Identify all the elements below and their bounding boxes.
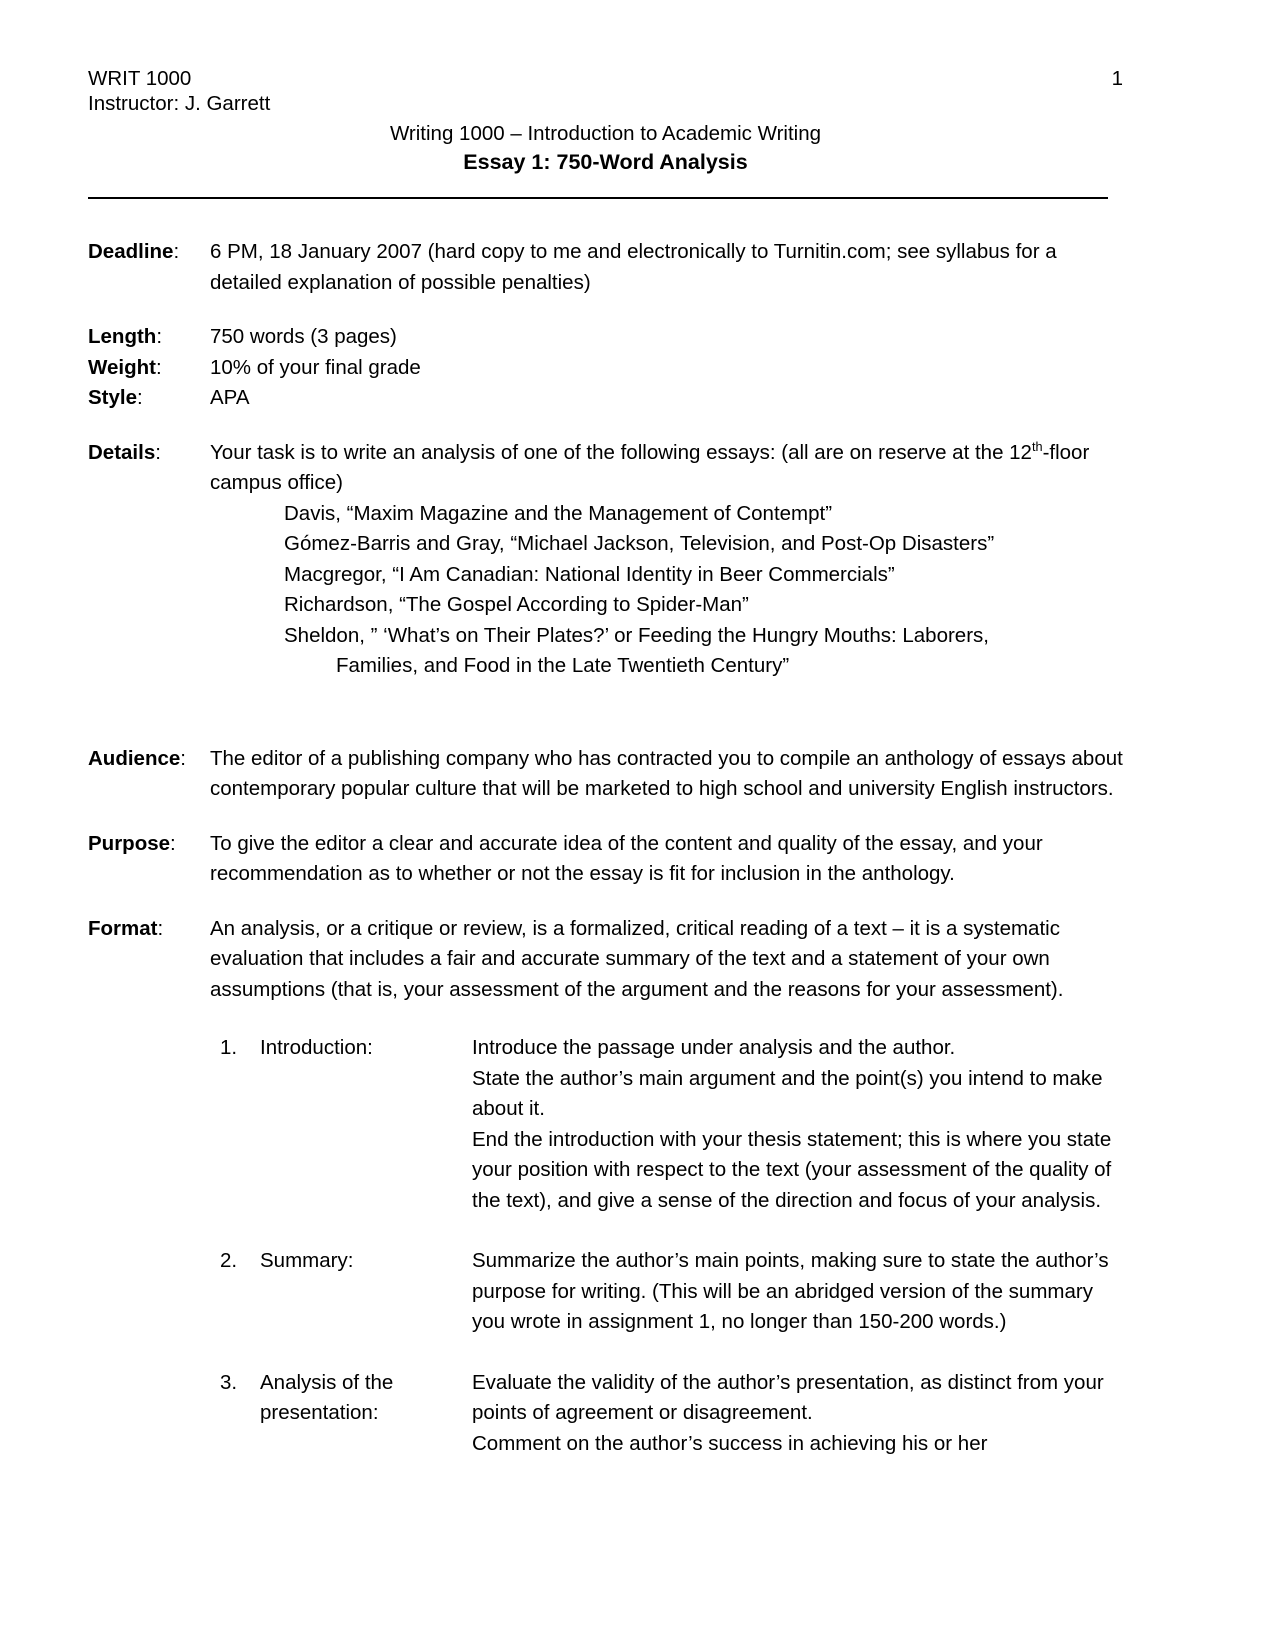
field-style <box>88 383 1123 414</box>
list-item <box>220 1246 1123 1338</box>
field-label-weight <box>88 353 210 384</box>
ordinal-suffix: th <box>1031 438 1043 454</box>
step-paragraph: Summarize the author’s main points, making sure to state the author’s purpose for writing. (This will be an abridged version of the summary you wrote in assignment 1, no longer than 150-200 words.) <box>472 1249 1109 1333</box>
label-text-details: Details <box>88 440 156 464</box>
field-label-audience <box>88 744 210 775</box>
field-purpose <box>88 829 1123 890</box>
field-body-deadline <box>210 237 1123 298</box>
step-name-line1: Summary: <box>260 1249 354 1272</box>
list-item: Richardson, “The Gospel According to Spider-Man” <box>284 593 749 616</box>
document-header <box>88 66 1123 116</box>
deadline-text: 6 PM, 18 January 2007 (hard copy to me and electronically to Turnitin.com; see syllabus for a detailed explanation of possible penalties) <box>210 240 1057 294</box>
label-colon-weight: : <box>155 355 162 379</box>
title-block <box>88 120 1123 176</box>
label-text-purpose: Purpose <box>88 831 171 855</box>
weight-text: 10% of your final grade <box>210 355 421 379</box>
course-title: Writing 1000 – Introduction to Academic Writing <box>389 122 822 145</box>
format-text: An analysis, or a critique or review, is a formalized, critical reading of a text – it is a systematic evaluation that includes a fair and accurate summary of the text and a statement of your own assumptions (that is, your assessment of the argument and the reasons for your assessment). <box>210 916 1064 1001</box>
step-name <box>260 1368 472 1429</box>
field-label-format <box>88 914 210 945</box>
field-audience <box>88 744 1123 805</box>
field-format <box>88 914 1123 1006</box>
essay-options-list <box>284 499 1123 682</box>
label-text-audience: Audience <box>88 746 181 770</box>
step-number: 3. <box>220 1370 238 1394</box>
step-paragraph: Comment on the author’s success in achieving his or her <box>472 1431 988 1455</box>
label-colon-details: : <box>155 440 161 464</box>
step-paragraph: State the author’s main argument and the point(s) you intend to make about it. <box>472 1066 1103 1120</box>
field-label-details <box>88 438 210 469</box>
audience-text: The editor of a publishing company who has contracted you to compile an anthology of essays about contemporary popular culture that will be marketed to high school and university English instructors. <box>210 746 1123 800</box>
details-intro-part-a: Your task is to write an analysis of one of the following essays: (all are on reserve at the 12 <box>210 440 1032 464</box>
details-intro-part-b: -floor campus office) <box>210 440 1090 494</box>
field-body-style <box>210 383 1123 414</box>
label-text-weight: Weight <box>88 355 156 379</box>
field-details <box>88 438 1123 682</box>
field-body-details <box>210 438 1123 682</box>
length-text: 750 words (3 pages) <box>210 325 397 348</box>
label-text-deadline: Deadline <box>88 240 174 263</box>
details-intro <box>210 438 1123 499</box>
step-name-line1: Analysis of the <box>260 1370 394 1394</box>
style-text: APA <box>210 386 250 409</box>
label-text-style: Style <box>88 386 137 409</box>
step-description <box>472 1033 1123 1216</box>
field-deadline <box>88 237 1123 298</box>
field-body-weight <box>210 353 1123 384</box>
step-number: 1. <box>220 1036 238 1059</box>
label-text-format: Format <box>88 916 158 940</box>
header-divider <box>88 197 1108 199</box>
list-item: Macgregor, “I Am Canadian: National Identity in Beer Commercials” <box>284 562 895 586</box>
page-content <box>88 66 1123 1459</box>
field-label-length <box>88 322 210 353</box>
step-name <box>260 1246 472 1277</box>
list-item-continuation: Families, and Food in the Late Twentieth Century” <box>336 654 790 677</box>
step-paragraph: End the introduction with your thesis statement; this is where you state your position with respect to the text (your assessment of the quality of the text), and give a sense of the direction and focus of your analysis. <box>472 1127 1112 1212</box>
list-item <box>220 1033 1123 1216</box>
label-colon-audience: : <box>180 746 186 770</box>
field-label-deadline <box>88 237 210 268</box>
label-colon-deadline: : <box>173 240 180 263</box>
field-length <box>88 322 1123 353</box>
course-code: WRIT 1000 <box>88 67 192 90</box>
list-item: Davis, “Maxim Magazine and the Management of Contempt” <box>284 501 833 525</box>
list-item: Sheldon, ” ‘What’s on Their Plates?’ or Feeding the Hungry Mouths: Laborers, <box>284 623 989 647</box>
step-name-line2: presentation: <box>260 1401 379 1424</box>
label-colon-length: : <box>156 325 163 348</box>
step-description <box>472 1368 1123 1460</box>
page-number: 1 <box>1111 67 1123 90</box>
label-colon-format: : <box>157 916 164 940</box>
step-number: 2. <box>220 1249 238 1272</box>
step-name-line1: Introduction: <box>260 1036 373 1059</box>
label-text-length: Length <box>88 325 157 348</box>
field-label-purpose <box>88 829 210 860</box>
essay-structure-list <box>220 1033 1123 1459</box>
step-paragraph: Evaluate the validity of the author’s presentation, as distinct from your points of agreement or disagreement. <box>472 1370 1104 1424</box>
label-colon-style: : <box>137 386 143 409</box>
field-body-purpose <box>210 829 1123 890</box>
field-body-format <box>210 914 1123 1006</box>
label-colon-purpose: : <box>170 831 176 855</box>
step-paragraph: Introduce the passage under analysis and the author. <box>472 1036 956 1059</box>
field-label-style <box>88 383 210 414</box>
field-weight <box>88 353 1123 384</box>
step-name <box>260 1033 472 1064</box>
field-body-audience <box>210 744 1123 805</box>
step-description <box>472 1246 1123 1338</box>
field-body-length <box>210 322 1123 353</box>
instructor-name: Instructor: J. Garrett <box>88 92 271 115</box>
list-item <box>220 1368 1123 1460</box>
assignment-title: Essay 1: 750-Word Analysis <box>463 150 748 174</box>
list-item: Gómez-Barris and Gray, “Michael Jackson, Television, and Post-Op Disasters” <box>284 532 995 555</box>
purpose-text: To give the editor a clear and accurate idea of the content and quality of the essay, and your recommendation as to whether or not the essay is fit for inclusion in the anthology. <box>210 831 1043 885</box>
